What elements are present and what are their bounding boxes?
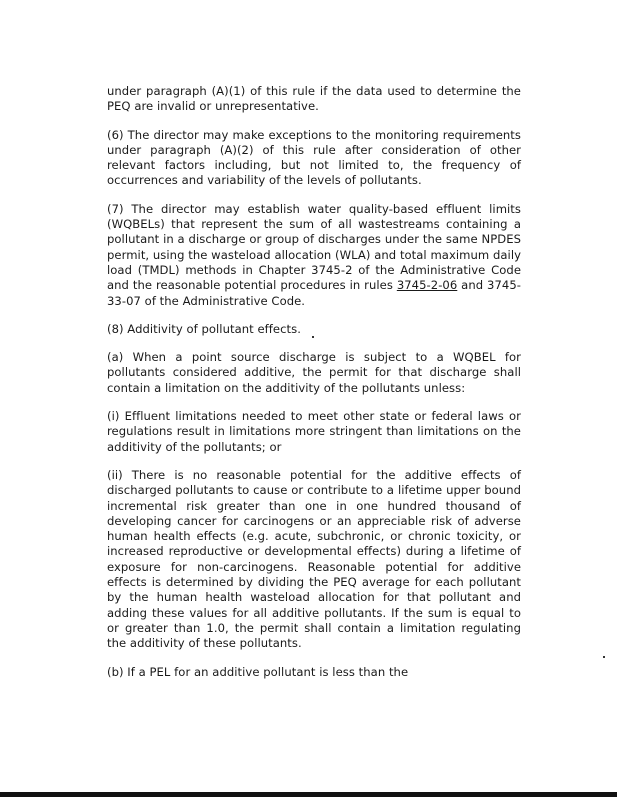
- paragraph-7-text-end: and 3745-33-07 of the Administrative Code.: [107, 278, 521, 308]
- paragraph-8a: (a) When a point source discharge is subject to a WQBEL for pollutants considered additive, the permit for that discharge shall contain a limitation on the additivity of the pollutants unless:: [107, 350, 521, 395]
- paragraph-8a-i: (i) Effluent limitations needed to meet other state or federal laws or regulations result in limitations more stringent than limitations on the additivity of the pollutants; or: [107, 409, 521, 454]
- paragraph-6: (6) The director may make exceptions to the monitoring requirements under paragraph (A)(2) of this rule after consideration of other relevant factors including, but not limited to, the frequency of occurrences and variability of the levels of pollutants.: [107, 127, 521, 188]
- rule-reference-link[interactable]: 3745-2-06: [396, 278, 458, 293]
- scan-bottom-edge: [0, 792, 617, 797]
- paragraph-8-heading: (8) Additivity of pollutant effects.: [107, 321, 301, 336]
- document-page: [107, 84, 521, 693]
- paragraph-7: [107, 202, 521, 309]
- scan-speck: [603, 656, 605, 658]
- paragraph-8b: (b) If a PEL for an additive pollutant is less than the: [107, 664, 409, 679]
- scan-speck: [312, 336, 314, 338]
- paragraph-8a-ii: (ii) There is no reasonable potential for the additive effects of discharged pollutants to cause or contribute to a lifetime upper bound incremental risk greater than one in one hundred thousand of developing cancer for carcinogens or an appreciable risk of adverse human health effects (e.g. acute, subchronic, or chronic toxicity, or increased reproductive or developmental effects) during a lifetime of exposure for non-carcinogens. Reasonable potential for additive effects is determined by dividing the PEQ average for each pollutant by the human health wasteload allocation for that pollutant and adding these values for all additive pollutants. If the sum is equal to or greater than 1.0, the permit shall contain a limitation regulating the additivity of these pollutants.: [107, 467, 521, 651]
- paragraph-7-text-start: (7) The director may establish water quality-based effluent limits (WQBELs) that represent the sum of all wastestreams containing a pollutant in a discharge or group of discharges under the same NPDES permit, using the wasteload allocation (WLA) and total maximum daily load (TMDL) methods in Chapter 3745-2 of the Administrative Code and the reasonable potential procedures in rules: [107, 201, 521, 293]
- paragraph-a1-continuation: under paragraph (A)(1) of this rule if the data used to determine the PEQ are invalid or unrepresentative.: [107, 84, 521, 114]
